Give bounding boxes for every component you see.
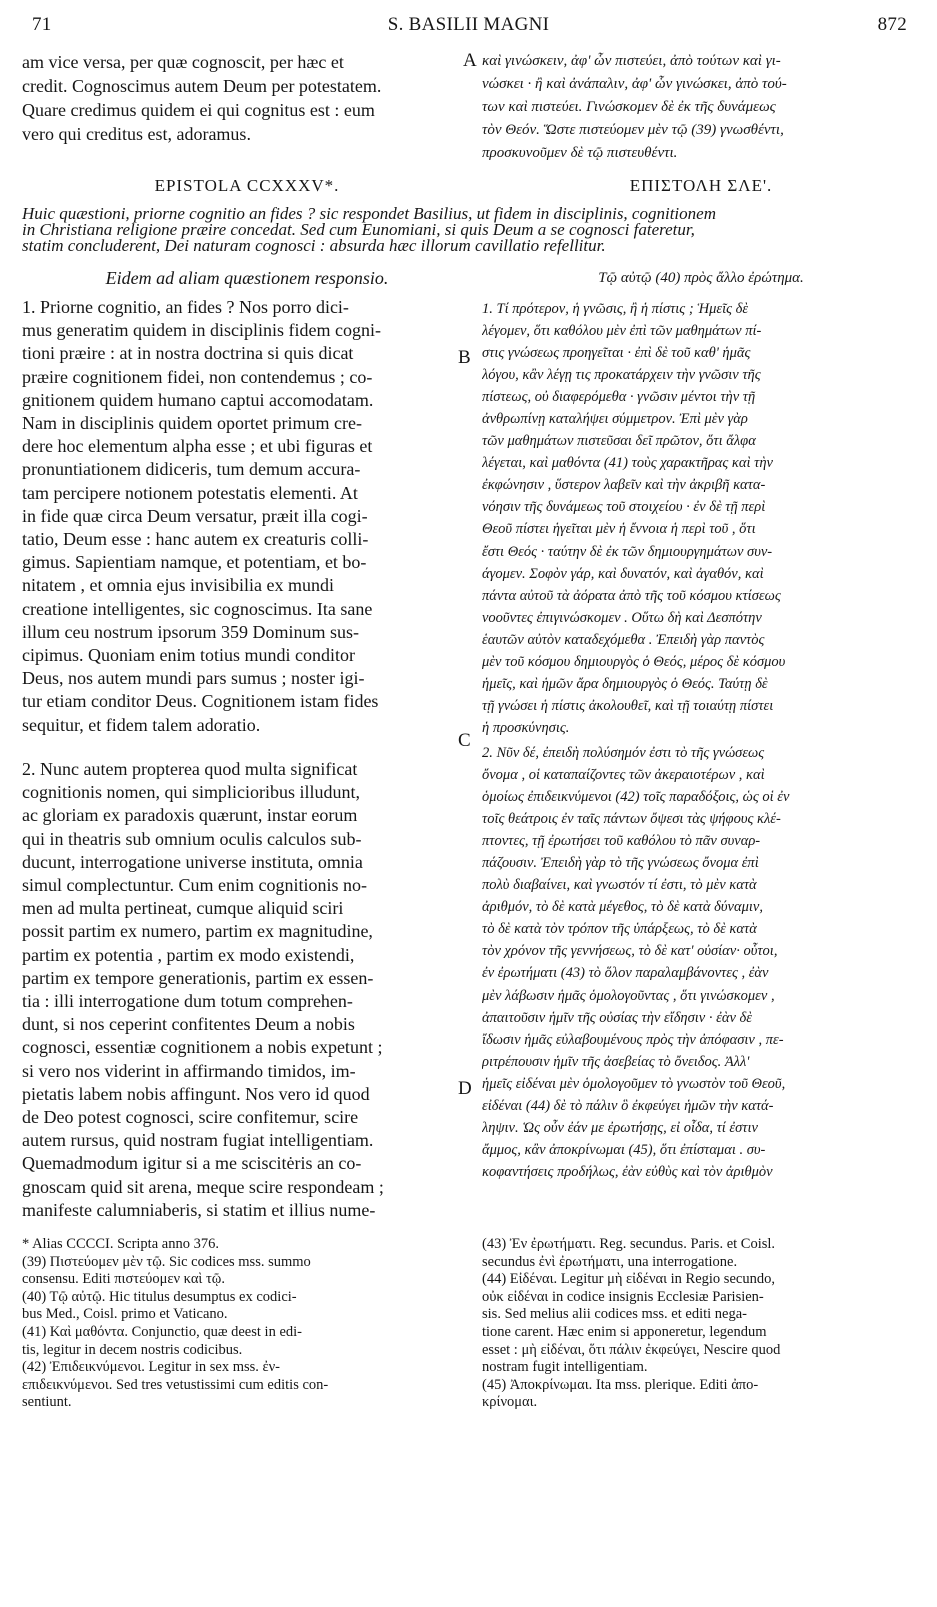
text-line: ριτρέπουσιν ἡμῖν τῆς ἀσεβείας τὸ ὄνειδος. Ἀλλ' (482, 1053, 750, 1070)
text-line: illum ceu nostrum ipsorum 359 Dominum sus- (22, 621, 359, 642)
text-line: ἡμεῖς, καὶ ἡμῶν ἄρα δημιουργὸς ὁ Θεός. Ταύτῃ δὲ (482, 675, 768, 692)
text-line: ὄνομα , οἱ καταπαίζοντες τῶν ἀκεραιοτέρων , καὶ (482, 767, 765, 784)
text-line: τὸν Θεόν. Ὥστε πιστεύομεν μὲν τῷ (39) γνωσθέντι, (482, 122, 784, 138)
text-line: τῶν μαθημάτων πιστεῦσαι δεῖ πρῶτον, ὅτι ἄλφα (482, 433, 756, 450)
text-line: ἀριθμόν, τὸ δὲ κατὰ μέγεθος, τὸ δὲ κατὰ δύναμιν, (482, 899, 763, 916)
margin-letter-b: B (458, 347, 471, 368)
text-line: (40) Τῷ αὐτῷ. Hic titulus desumptus ex codici- (22, 1288, 297, 1305)
text-line: pietatis labem nobis affingunt. Nos vero id quod (22, 1083, 370, 1104)
text-line: si vero nos viderint in affirmando timidos, im- (22, 1060, 356, 1081)
text-line: πάζουσιν. Ἐπειδὴ γὰρ τὸ τῆς γνώσεως ὄνομα ἐπὶ (482, 855, 759, 872)
text-line: ἔστι Θεός · ταύτην δὲ ἐκ τῶν δημιουργημάτων συν- (482, 543, 773, 560)
text-line: ἡ προσκύνησις. (482, 719, 570, 736)
running-header (24, 14, 913, 44)
epistola-title-greek: ΕΠΙΣΤΟΛΗ ΣΛΕ'. (629, 176, 773, 195)
text-line: secundus ἐνὶ ἐρωτήματι, una interrogatione. (482, 1253, 738, 1270)
text-line: gnitionem quidem humano captui accomodatam. (22, 389, 374, 410)
text-line: Quemadmodum igitur si a me sciscitėris an co- (22, 1153, 362, 1174)
top-greek-text (482, 50, 920, 165)
text-line: tis, legitur in decem nostris codicibus. (22, 1341, 243, 1358)
text-line: * Alias CCCCI. Scripta anno 376. (22, 1236, 219, 1252)
text-line: tatio, Deum esse : hanc autem ex creaturis colli- (22, 529, 369, 550)
text-line: ἐν ἐρωτήματι (43) τὸ ὅλον παραλαμβάνοντες , ἐὰν (482, 965, 769, 982)
text-line: credit. Cognoscimus autem Deum per potestatem. (22, 76, 382, 96)
running-title: S. BASILII MAGNI (387, 14, 550, 35)
text-line: ac gloriam ex paradoxis quærunt, instar eorum (22, 805, 358, 826)
text-line: 2. Nunc autem propterea quod multa significat (22, 759, 358, 779)
greek-section-1 (482, 298, 920, 739)
text-line: mus generatim quidem in disciplinis fidem cogni- (22, 320, 381, 341)
text-line: men ad multa pertineat, cumque aliquid sciri (22, 898, 344, 919)
text-line: dere hoc elementum alpha esse ; et ubi figuras et (22, 436, 373, 457)
text-line: νοοῦντες ἐπιγινώσκομεν . Οὕτω δὴ καὶ Δεσπότην (482, 609, 762, 626)
page-number-right: 872 (877, 14, 907, 35)
text-line: των καὶ πιστεύει. Γινώσκομεν δὲ ἐκ τῆς δυνάμεως (482, 99, 776, 115)
text-line: ducunt, interrogatione universe instituta, omnia (22, 851, 363, 872)
margin-letter-c: C (458, 730, 471, 751)
text-line: Deus, nos autem mundi pars sumus ; noster igi- (22, 668, 365, 689)
text-line: tione carent. Hæc enim si apponeretur, legendum (482, 1323, 767, 1340)
text-line: καὶ γινώσκειν, ἀφ' ὧν πιστεύει, ἀπὸ τούτων καὶ γι- (482, 53, 781, 69)
text-line: μὲν τοῦ κόσμου δημιουργὸς ὁ Θεός, μέρος δὲ κόσμου (482, 653, 786, 670)
text-line: cognosci, essentiæ cognitionem a nobis expetunt ; (22, 1037, 383, 1058)
text-line: vero qui creditus est, adoramus. (22, 124, 251, 144)
text-line: simul complectuntur. Cum enim cognitionis no- (22, 875, 367, 896)
text-line: 1. Priorne cognitio, an fides ? Nos porro dici- (22, 297, 349, 317)
text-line: ἡμεῖς εἰδέναι μὲν ὁμολογοῦμεν τὸ γνωστὸν τοῦ Θεοῦ, (482, 1075, 786, 1092)
text-line: nostram fugit intelligentiam. (482, 1359, 648, 1376)
text-line: νόησιν τῆς δυνάμεως τοῦ στοιχείου · ἐν δὲ τῇ περὶ (482, 499, 766, 516)
text-line: am vice versa, per quæ cognoscit, per hæc et (22, 52, 344, 72)
text-line: Quare credimus quidem ei qui cognitus est : eum (22, 100, 375, 120)
text-line: στις γνώσεως προηγεῖται · ἐπὶ δὲ τοῦ καθ' ἡμᾶς (482, 345, 751, 362)
text-line: ὁμοίως ἐπιδεικνύμενοι (42) τοῖς παραδόξοις, ὡς οἱ ἐν (482, 789, 790, 806)
subtitle-latin: Eidem ad aliam quæstionem responsio. (105, 268, 389, 288)
text-line: πολὺ διαβαίνει, καὶ γνωστόν τί ἐστι, τὸ μὲν κατὰ (482, 877, 757, 894)
text-line: Nam in disciplinis quidem oportet primum cre- (22, 413, 362, 434)
epistle-argument (22, 206, 922, 254)
epistola-title-latin: EPISTOLA CCXXXV*. (154, 176, 340, 195)
text-line: tioni præire : at in nostra doctrina si quis dicat (22, 343, 354, 364)
text-line: sis. Sed melius alii codices mss. et editi nega- (482, 1306, 747, 1323)
text-line: κοφαντήσεις προδήλως, ἐὰν εὐθὺς καὶ τὸν ἀριθμὸν (482, 1163, 773, 1180)
text-line: ἑαυτῶν αὐτὸν καταδεχόμεθα . Ἐπειδὴ γὰρ παντὸς (482, 631, 765, 648)
margin-letter-d: D (458, 1078, 472, 1099)
text-line: πάντα αὐτοῦ τὰ ἀόρατα ἀπὸ τῆς τοῦ κόσμου κτίσεως (482, 587, 781, 604)
greek-section-2 (482, 742, 920, 1183)
subtitle-greek: Τῷ αὐτῷ (40) πρὸς ἄλλο ἐρώτημα. (598, 270, 804, 286)
text-line: tam percipere notionem potestatis elementi. At (22, 482, 358, 503)
text-line: statim concluderent, Dei naturam cognosci : absurda hæc illorum cavillatio refellitur. (22, 236, 606, 255)
text-line: gnoscam quid sit arena, meque scire respondeam ; (22, 1176, 384, 1197)
text-line: εἰδέναι (44) δὲ τὸ πάλιν ὃ ἐκφεύγει ἡμῶν τὴν κατά- (482, 1097, 774, 1114)
text-line: ἀπαιτοῦσιν ἡμῖν τῆς οὐσίας τὴν εἴδησιν · ἐὰν δὲ (482, 1009, 752, 1026)
text-line: sequitur, et fidem talem adoratio. (22, 714, 261, 735)
text-line: præire cognitionem fidei, non contendemus ; co- (22, 366, 373, 387)
text-line: Huic quæstioni, priorne cognitio an fides ? sic respondet Basilius, ut fidem in disciplinis, cognitionem (22, 204, 716, 223)
text-line: προσκυνοῦμεν δὲ τῷ πιστευθέντι. (482, 145, 678, 161)
text-line: πτοντες, τῇ ἐρωτήσει τοῦ καθόλου τὸ πᾶν συναρ- (482, 833, 761, 850)
text-line: ληψιν. Ὡς οὖν ἐάν με ἐρωτήσῃς, εἰ οἶδα, τί ἐστιν (482, 1119, 758, 1136)
text-line: ἄμμος, κἂν ἀποκρίνωμαι (45), ὅτι ἐπίσταμαι . συ- (482, 1141, 766, 1158)
text-line: esset : μὴ εἰδέναι, ὅτι πάλιν ἐκφεύγει, Nescire quod (482, 1341, 781, 1358)
text-line: τοῖς θεάτροις ἐν ταῖς πάντων ὄψεσι τὰς ψήφους κλέ- (482, 811, 781, 828)
margin-letter-a: A (463, 50, 477, 71)
text-line: bus Med., Coisl. primo et Vaticano. (22, 1306, 228, 1323)
text-line: qui in theatris sub omnium oculis calculos sub- (22, 828, 362, 849)
text-line: gimus. Sapientiam namque, et potentiam, et bo- (22, 552, 367, 573)
text-line: cognitionis nomen, qui simplicioribus illudunt, (22, 782, 360, 803)
text-line: sentiunt. (22, 1394, 72, 1411)
text-line: ἐκφώνησιν , ὕστερον λαβεῖν καὶ τὴν ἀκριβῆ κατα- (482, 477, 766, 494)
text-line: κρίνομαι. (482, 1394, 538, 1411)
text-line: possit partim ex numero, partim ex magnitudine, (22, 921, 373, 942)
text-line: in Christiana religione præire concedat. Sed cum Eunomiani, si quis Deum a se cognosci fateretur, (22, 220, 695, 239)
footnotes-right (482, 1236, 920, 1412)
text-line: de Deo potest cognosci, scire confitemur, scire (22, 1107, 359, 1128)
text-line: (43) Ἐν ἐρωτήματι. Reg. secundus. Paris. et Coisl. (482, 1236, 776, 1252)
text-line: Θεοῦ πίστει ἡγεῖται μὲν ἡ ἔννοια ἡ περὶ τοῦ , ὅτι (482, 521, 756, 538)
text-line: λόγου, κἂν λέγῃ τις προκατάρχειν τὴν γνῶσιν τῆς (482, 367, 761, 384)
text-line: partim ex potentia , partim ex modo existendi, (22, 944, 355, 965)
text-line: πίστεως, οὐ διαφερόμεθα · γνῶσιν μέντοι τὴν τῇ (482, 389, 756, 406)
text-line: νώσκει · ἢ καὶ ἀνάπαλιν, ἀφ' ὧν γινώσκει, ἀπὸ τού- (482, 76, 787, 92)
text-line: λέγομεν, ὅτι καθόλου μὲν ἐπὶ τῶν μαθημάτων πί- (482, 323, 762, 340)
text-line: τῇ γνώσει ἡ πίστις ἀκολουθεῖ, καὶ τῇ τοιαύτῃ πίστει (482, 697, 774, 714)
text-line: μὲν λάβωσιν ἡμᾶς ὁμολογοῦντας , ὅτι γινώσκομεν , (482, 987, 775, 1004)
text-line: λέγεται, καὶ μαθόντα (41) τοὺς χαρακτῆρας καὶ τὴν (482, 455, 773, 472)
text-line: 2. Νῦν δέ, ἐπειδὴ πολύσημόν ἐστι τὸ τῆς γνώσεως (482, 745, 765, 761)
latin-section-2 (22, 758, 475, 1222)
text-line: tur etiam conditor Deus. Cognitionem istam fides (22, 691, 379, 712)
text-line: cipimus. Quoniam enim totius mundi conditor (22, 645, 355, 666)
text-line: (45) Ἀποκρίνωμαι. Ita mss. plerique. Editi ἀπο- (482, 1376, 759, 1393)
text-line: οὐκ εἰδέναι in codice insignis Ecclesiæ Parisien- (482, 1288, 764, 1305)
text-line: autem rursus, quid nostram fugiat intelligentiam. (22, 1130, 374, 1151)
text-line: επιδεικνύμενοι. Sed tres vetustissimi cum editis con- (22, 1376, 329, 1393)
latin-section-1 (22, 296, 475, 737)
text-line: ἀνθρωπίνῃ καταλήψει σύμμετρον. Ἐπὶ μὲν γὰρ (482, 411, 748, 428)
text-line: (39) Πιστεύομεν μὲν τῷ. Sic codices mss. summo (22, 1253, 311, 1270)
text-line: τὸ δὲ κατὰ τὸν τρόπον τῆς ὑπάρξεως, τὸ δὲ κατὰ (482, 921, 757, 938)
top-latin-text (22, 50, 475, 146)
text-line: in fide quæ circa Deum versatur, præit illa cogi- (22, 505, 368, 526)
text-line: 1. Τί πρότερον, ἡ γνῶσις, ἢ ἡ πίστις ; Ἡμεῖς δὲ (482, 301, 749, 317)
text-line: creatione intelligentes, sic cognoscimus. Ita sane (22, 598, 373, 619)
text-line: (42) Ἐπιδεικνύμενοι. Legitur in sex mss. ἐν- (22, 1359, 280, 1376)
text-line: ἴδωσιν ἡμᾶς εὐλαβουμένους πρὸς τὴν ἀπόφασιν , πε- (482, 1031, 784, 1048)
text-line: (41) Καὶ μαθόντα. Conjunctio, quæ deest in edi- (22, 1323, 302, 1340)
text-line: dunt, si nos ceperint confitentes Deum a nobis (22, 1014, 355, 1035)
page-number-left: 71 (32, 14, 52, 35)
text-line: nitatem , et omnia ejus invisibilia ex mundi (22, 575, 334, 596)
text-line: tia : illi interrogatione dum totum comprehen- (22, 991, 353, 1012)
text-line: (44) Εἰδέναι. Legitur μὴ εἰδέναι in Regio secundo, (482, 1271, 775, 1288)
text-line: partim ex tempore generationis, partim ex essen- (22, 967, 374, 988)
text-line: άγομεν. Σοφὸν γάρ, καὶ δυνατόν, καὶ ἀγαθόν, καὶ (482, 565, 764, 582)
footnotes-left (22, 1236, 475, 1412)
text-line: consensu. Editi πιστεύομεν καὶ τῷ. (22, 1271, 225, 1288)
text-line: manifeste calumniaberis, si statim et illius nume- (22, 1199, 376, 1220)
text-line: pronuntiationem didiceris, tum demum accura- (22, 459, 361, 480)
text-line: τὸν χρόνον τῆς γεννήσεως, τὸ δὲ κατ' οὐσίαν· οὗτοι, (482, 943, 778, 960)
